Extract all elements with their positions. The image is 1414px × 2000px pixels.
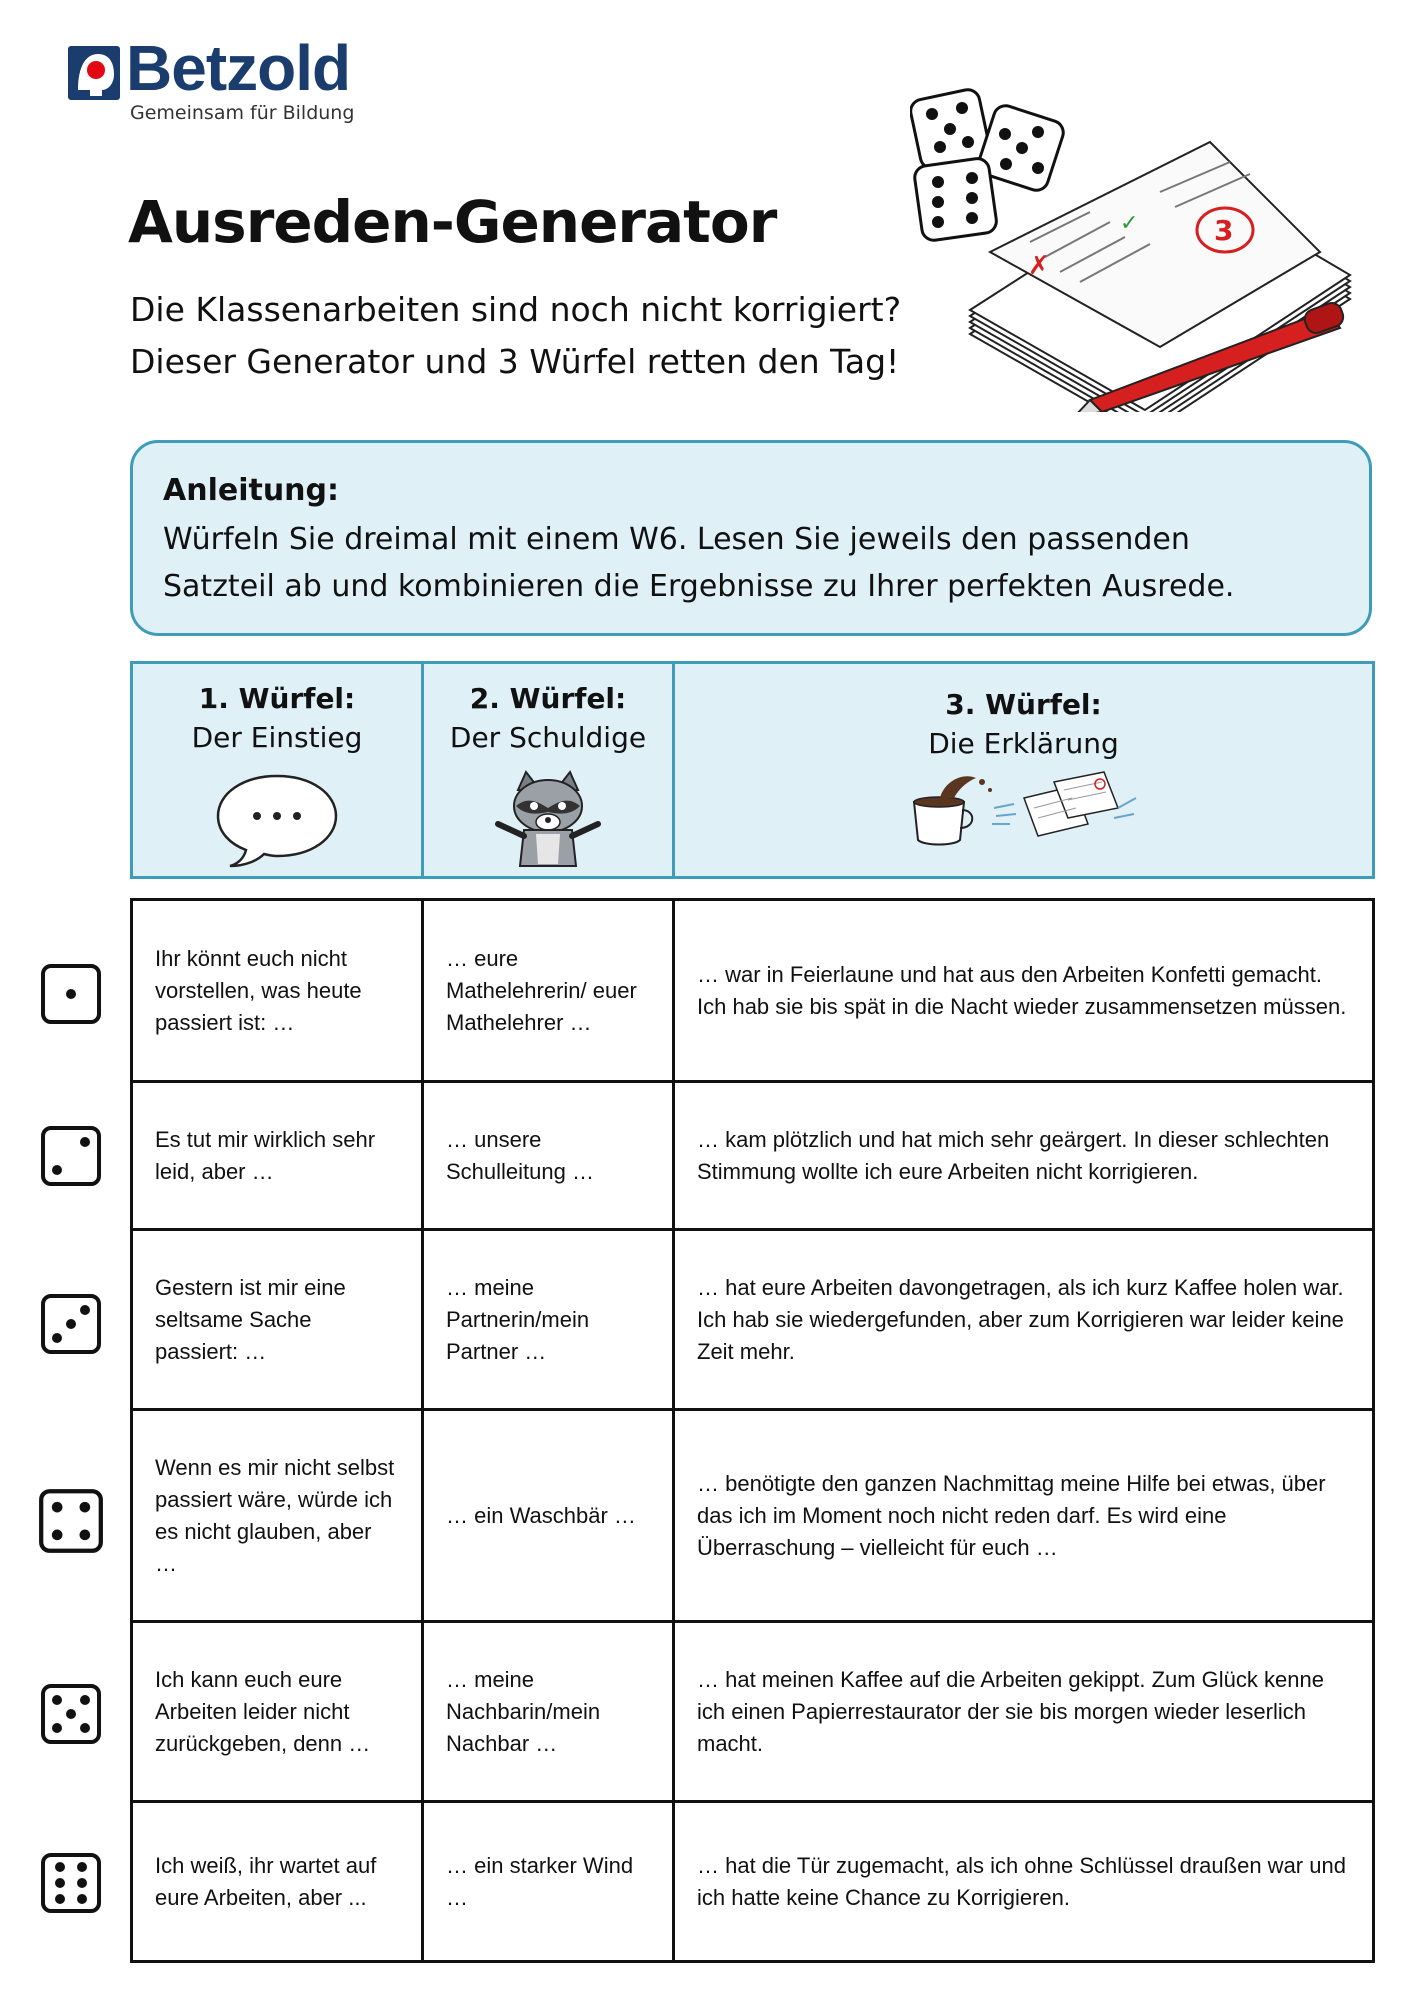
die-face-2-icon xyxy=(40,1125,102,1187)
betzold-logo-icon xyxy=(68,46,120,100)
die-face-4-icon xyxy=(38,1488,104,1554)
brand-tagline: Gemeinsam für Bildung xyxy=(130,102,355,124)
culprit-cell: … unsere Schulleitung … xyxy=(423,1082,674,1230)
svg-text:3: 3 xyxy=(1214,214,1234,247)
intro-cell: Wenn es mir nicht selbst passiert wäre, würde ich es nicht glauben, aber … xyxy=(132,1410,423,1622)
culprit-cell: … meine Nachbarin/mein Nachbar … xyxy=(423,1622,674,1802)
column-number: 3. Würfel: xyxy=(945,688,1102,721)
explanation-cell: … war in Feierlaune und hat aus den Arbeiten Konfetti gemacht. Ich hab sie bis spät in die Nacht wieder zusammensetzen müssen. xyxy=(674,900,1374,1082)
brand-name: Betzold xyxy=(126,32,351,104)
explanation-cell: … hat meinen Kaffee auf die Arbeiten gekippt. Zum Glück kenne ich einen Papierrestaurator der sie bis morgen wieder leserlich macht. xyxy=(674,1622,1374,1802)
subtitle-line: Die Klassenarbeiten sind noch nicht korrigiert? xyxy=(130,290,902,329)
die-face-6-icon xyxy=(40,1852,102,1914)
column-number: 1. Würfel: xyxy=(198,682,356,715)
table-row xyxy=(132,1082,1374,1230)
instructions-line: Würfeln Sie dreimal mit einem W6. Lesen Sie jeweils den passenden xyxy=(163,522,1190,557)
column-header-2 xyxy=(423,663,674,878)
table-row xyxy=(132,1622,1374,1802)
column-name: Der Schuldige xyxy=(449,721,647,754)
instructions-line: Satzteil ab und kombinieren die Ergebnisse zu Ihrer perfekten Ausrede. xyxy=(163,569,1235,604)
die-face-1-icon xyxy=(40,963,102,1025)
coffee-papers-icon xyxy=(904,768,1144,848)
die-face-5-icon xyxy=(40,1683,102,1745)
column-name: Der Einstieg xyxy=(191,721,363,754)
die-face-3-icon xyxy=(40,1293,102,1355)
column-header-table xyxy=(130,661,1375,879)
raccoon-icon xyxy=(488,768,608,868)
culprit-cell: … ein starker Wind … xyxy=(423,1802,674,1962)
explanation-cell: … hat eure Arbeiten davongetragen, als ich kurz Kaffee holen war. Ich hab sie wiedergefunden, aber zum Korrigieren war leider keine Zeit mehr. xyxy=(674,1230,1374,1410)
brand-logo xyxy=(68,32,355,124)
culprit-cell: … meine Partnerin/mein Partner … xyxy=(423,1230,674,1410)
culprit-cell: … eure Mathelehrerin/ euer Mathelehrer … xyxy=(423,900,674,1082)
column-number: 2. Würfel: xyxy=(469,682,627,715)
svg-text:✗: ✗ xyxy=(1028,251,1050,281)
instructions-label: Anleitung: xyxy=(163,473,340,508)
table-row xyxy=(132,1230,1374,1410)
intro-cell: Ich weiß, ihr wartet auf eure Arbeiten, aber ... xyxy=(132,1802,423,1962)
explanation-cell: … kam plötzlich und hat mich sehr geärgert. In dieser schlechten Stimmung wollte ich eure Arbeiten nicht korrigieren. xyxy=(674,1082,1374,1230)
column-name: Die Erklärung xyxy=(928,727,1119,760)
speech-bubble-icon xyxy=(212,768,342,868)
explanation-cell: … hat die Tür zugemacht, als ich ohne Schlüssel draußen war und ich hatte keine Chance zu Korrigieren. xyxy=(674,1802,1374,1962)
table-row xyxy=(132,900,1374,1082)
explanation-cell: … benötigte den ganzen Nachmittag meine Hilfe bei etwas, über das ich im Moment noch nicht reden darf. Es wird eine Überraschung – vielleicht für euch … xyxy=(674,1410,1374,1622)
column-header-3 xyxy=(674,663,1374,878)
page-subtitle xyxy=(130,284,901,388)
table-row xyxy=(132,1410,1374,1622)
intro-cell: Ihr könnt euch nicht vorstellen, was heute passiert ist: … xyxy=(132,900,423,1082)
intro-cell: Ich kann euch eure Arbeiten leider nicht zurückgeben, denn … xyxy=(132,1622,423,1802)
table-row xyxy=(132,1802,1374,1962)
dice-papers-pen-illustration xyxy=(910,82,1370,412)
excuse-table xyxy=(130,898,1375,1963)
page-title: Ausreden-Generator xyxy=(128,188,777,256)
svg-text:✓: ✓ xyxy=(1120,211,1139,236)
intro-cell: Es tut mir wirklich sehr leid, aber … xyxy=(132,1082,423,1230)
subtitle-line: Dieser Generator und 3 Würfel retten den Tag! xyxy=(130,342,900,381)
column-header-1 xyxy=(132,663,423,878)
culprit-cell: … ein Waschbär … xyxy=(423,1410,674,1622)
intro-cell: Gestern ist mir eine seltsame Sache passiert: … xyxy=(132,1230,423,1410)
instructions-box xyxy=(130,440,1372,636)
